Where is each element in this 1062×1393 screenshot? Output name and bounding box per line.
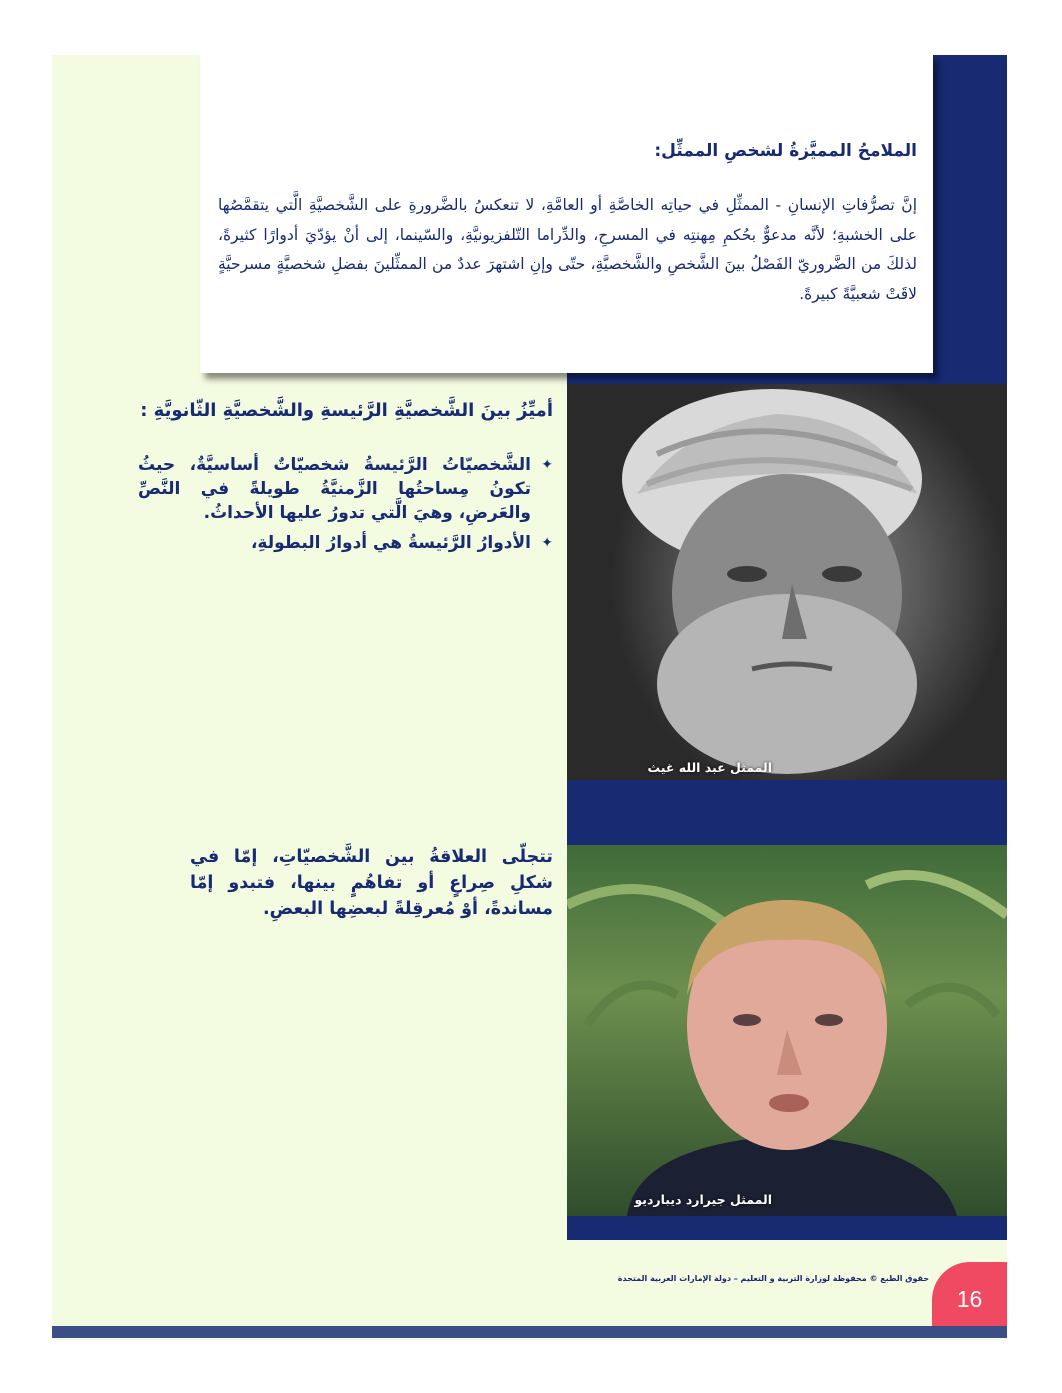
list-item [138, 531, 553, 555]
portrait-illustration-1 [567, 384, 1007, 780]
page-number: 16 [932, 1262, 1007, 1337]
bottom-strip [52, 1326, 1007, 1338]
star-bullet-icon: ✦ [541, 457, 553, 473]
star-bullet-icon: ✦ [541, 535, 553, 551]
intro-card [200, 55, 933, 373]
photo-actor-abdullah-ghaith [567, 384, 1007, 780]
bullet-list [138, 453, 553, 555]
photo-actor-gerard-depardieu [567, 845, 1007, 1216]
main-secondary-characters-section [138, 398, 553, 561]
section-1-title: أميِّزُ بينَ الشَّخصيَّةِ الرَّئيسةِ والشَّخصيَّةِ الثّانويَّةِ : [140, 400, 553, 421]
bullet-text: الشَّخصيّاتُ الرَّئيسةُ شخصيّاتٌ أساسيَّةٌ، حيثُ تكونُ مِساحتُها الزَّمنيَّةُ طويلةً في النَّصِّ والعَرضِ، وهيَ الَّتي تدورُ عليها الأحداثُ. [138, 455, 531, 523]
photo-2-caption: الممثل جيرارد ديبارديو [634, 1192, 772, 1207]
portrait-illustration-2 [567, 845, 1007, 1216]
photo-1-caption: الممثل عبد الله غيث [647, 760, 772, 775]
copyright-notice: حقوق الطبع © محفوظة لوزارة التربية و التعليم – دولة الإمارات العربية المتحدة [617, 1274, 929, 1283]
intro-title: الملامحُ المميَّزةُ لشخصِ الممثِّل: [654, 141, 917, 161]
relationship-paragraph: تتجلّى العلاقةُ بين الشَّخصيّاتِ، إمّا في شكلِ صِراعٍ أو تفاهُمٍ بينها، فتبدو إمّا مساندةً، أوْ مُعرقِلةً لبعضِها البعضِ. [190, 847, 553, 919]
intro-paragraph: إنَّ تصرُّفاتِ الإنسانِ - الممثِّلِ في حياتِه الخاصَّةِ أو العامَّةِ، لا تنعكسُ بالضَّرورةِ على الشَّخصيَّةِ الَّتي يتقمَّصُها على الخشبةِ؛ لأنَّه مدعوٌّ بحُكمِ مِهنتِه في المسرحِ، والدِّراما التّلفزيونيَّةِ، والسّينما، إلى أنْ يؤدّيَ أدوارًا كثيرةً، لذلكَ من الضَّروريّ الفَصْلُ بينَ الشَّخصِ والشَّخصيَّةِ، حتّى وإنِ اشتهرَ عددٌ من الممثِّلينَ بفضلِ شخصيَّةٍ مسرحيَّةٍ لاقَتْ شعبيَّةً كبيرةً. [218, 196, 917, 303]
bullet-text: الأدوارُ الرَّئيسةُ هي أدوارُ البطولةِ، [250, 533, 531, 553]
list-item [138, 453, 553, 525]
